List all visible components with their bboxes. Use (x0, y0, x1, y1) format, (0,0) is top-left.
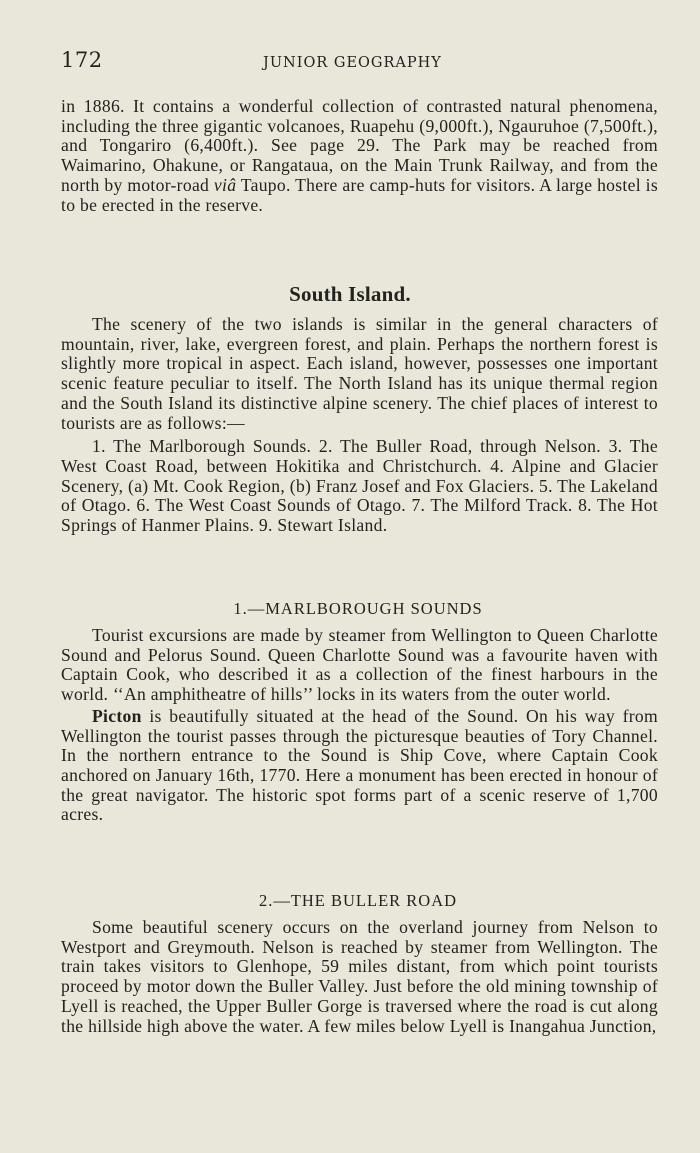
subheading-buller-road: 2.—THE BULLER ROAD (258, 891, 458, 910)
running-head: JUNIOR GEOGRAPHY (263, 55, 442, 71)
intro-via: viâ (213, 174, 237, 195)
intro-paragraph (61, 97, 658, 215)
marlborough-text (61, 626, 658, 825)
south-island-paragraph-2: 1. The Marlborough Sounds. 2. The Buller Road, through Nelson. 3. The West Coast Road, between Hokitika and Christchurch. 4. Alpine and Glacier Scenery, (a) Mt. Cook Region, (b) Franz Josef and Fox Glaciers. 5. The Lakeland of Otago. 6. The West Coast Sounds of Otago. 7. The Milford Track. 8. The Hot Springs of Hanmer Plains. 9. Stewart Island. (61, 436, 658, 536)
marlborough-paragraph-2 (61, 707, 658, 825)
page-header (61, 44, 661, 78)
picton-term: Picton (92, 705, 142, 726)
south-island-text (61, 315, 658, 536)
page-number: 172 (61, 48, 103, 72)
section-heading-south-island: South Island. (289, 282, 411, 306)
south-island-paragraph-1: The scenery of the two islands is similar in the general characters of mountain, river, lake, evergreen forest, and plain. Perhaps the northern forest is slightly more tropical in aspect. Each island, however, possesses one important scenic feature peculiar to itself. The North Island has its unique thermal region and the South Island its distinctive alpine scenery. The chief places of interest to tourists are as follows:— (61, 314, 658, 433)
intro-text-after: Taupo. There are camp-huts for visitors. A large hostel is to be erected in the reserve. (61, 174, 658, 215)
intro-text-before: in 1886. It contains a wonderful collection of contrasted natural phenomena, including the three gigantic volcanoes, Ruapehu (9,000ft.), Ngauruhoe (7,500ft.), and Tongariro (6,400ft.). See page 29. The Park may be reached from Waimarino, Ohakune, or Rangataua, on the Main Trunk Railway, and from the north by motor-road (61, 96, 658, 195)
buller-paragraph-1: Some beautiful scenery occurs on the overland journey from Nelson to Westport and Greymouth. Nelson is reached by steamer from Wellington. The train takes visitors to Glenhope, 59 miles distant, from which point tourists proceed by motor down the Buller Valley. Just before the old mining township of Lyell is reached, the Upper Buller Gorge is traversed where the road is cut along the hillside high above the water. A few miles below Lyell is Inangahua Junction, (61, 917, 658, 1036)
buller-text (61, 918, 658, 1036)
marlborough-paragraph-2-text: is beautifully situated at the head of the Sound. On his way from Wellington the tourist passes through the picturesque beauties of Tory Channel. In the northern entrance to the Sound is Ship Cove, where Captain Cook anchored on January 16th, 1770. Here a monument has been erected in honour of the great navigator. The historic spot forms part of a scenic reserve of 1,700 acres. (61, 705, 658, 825)
subheading-marlborough-sounds: 1.—MARLBOROUGH SOUNDS (233, 599, 483, 618)
marlborough-paragraph-1: Tourist excursions are made by steamer from Wellington to Queen Charlotte Sound and Pelorus Sound. Queen Charlotte Sound was a favourite haven with Captain Cook, who described it as a collection of the finest harbours in the world. ‘‘An amphitheatre of hills’’ locks in its waters from the outer world. (61, 625, 658, 705)
